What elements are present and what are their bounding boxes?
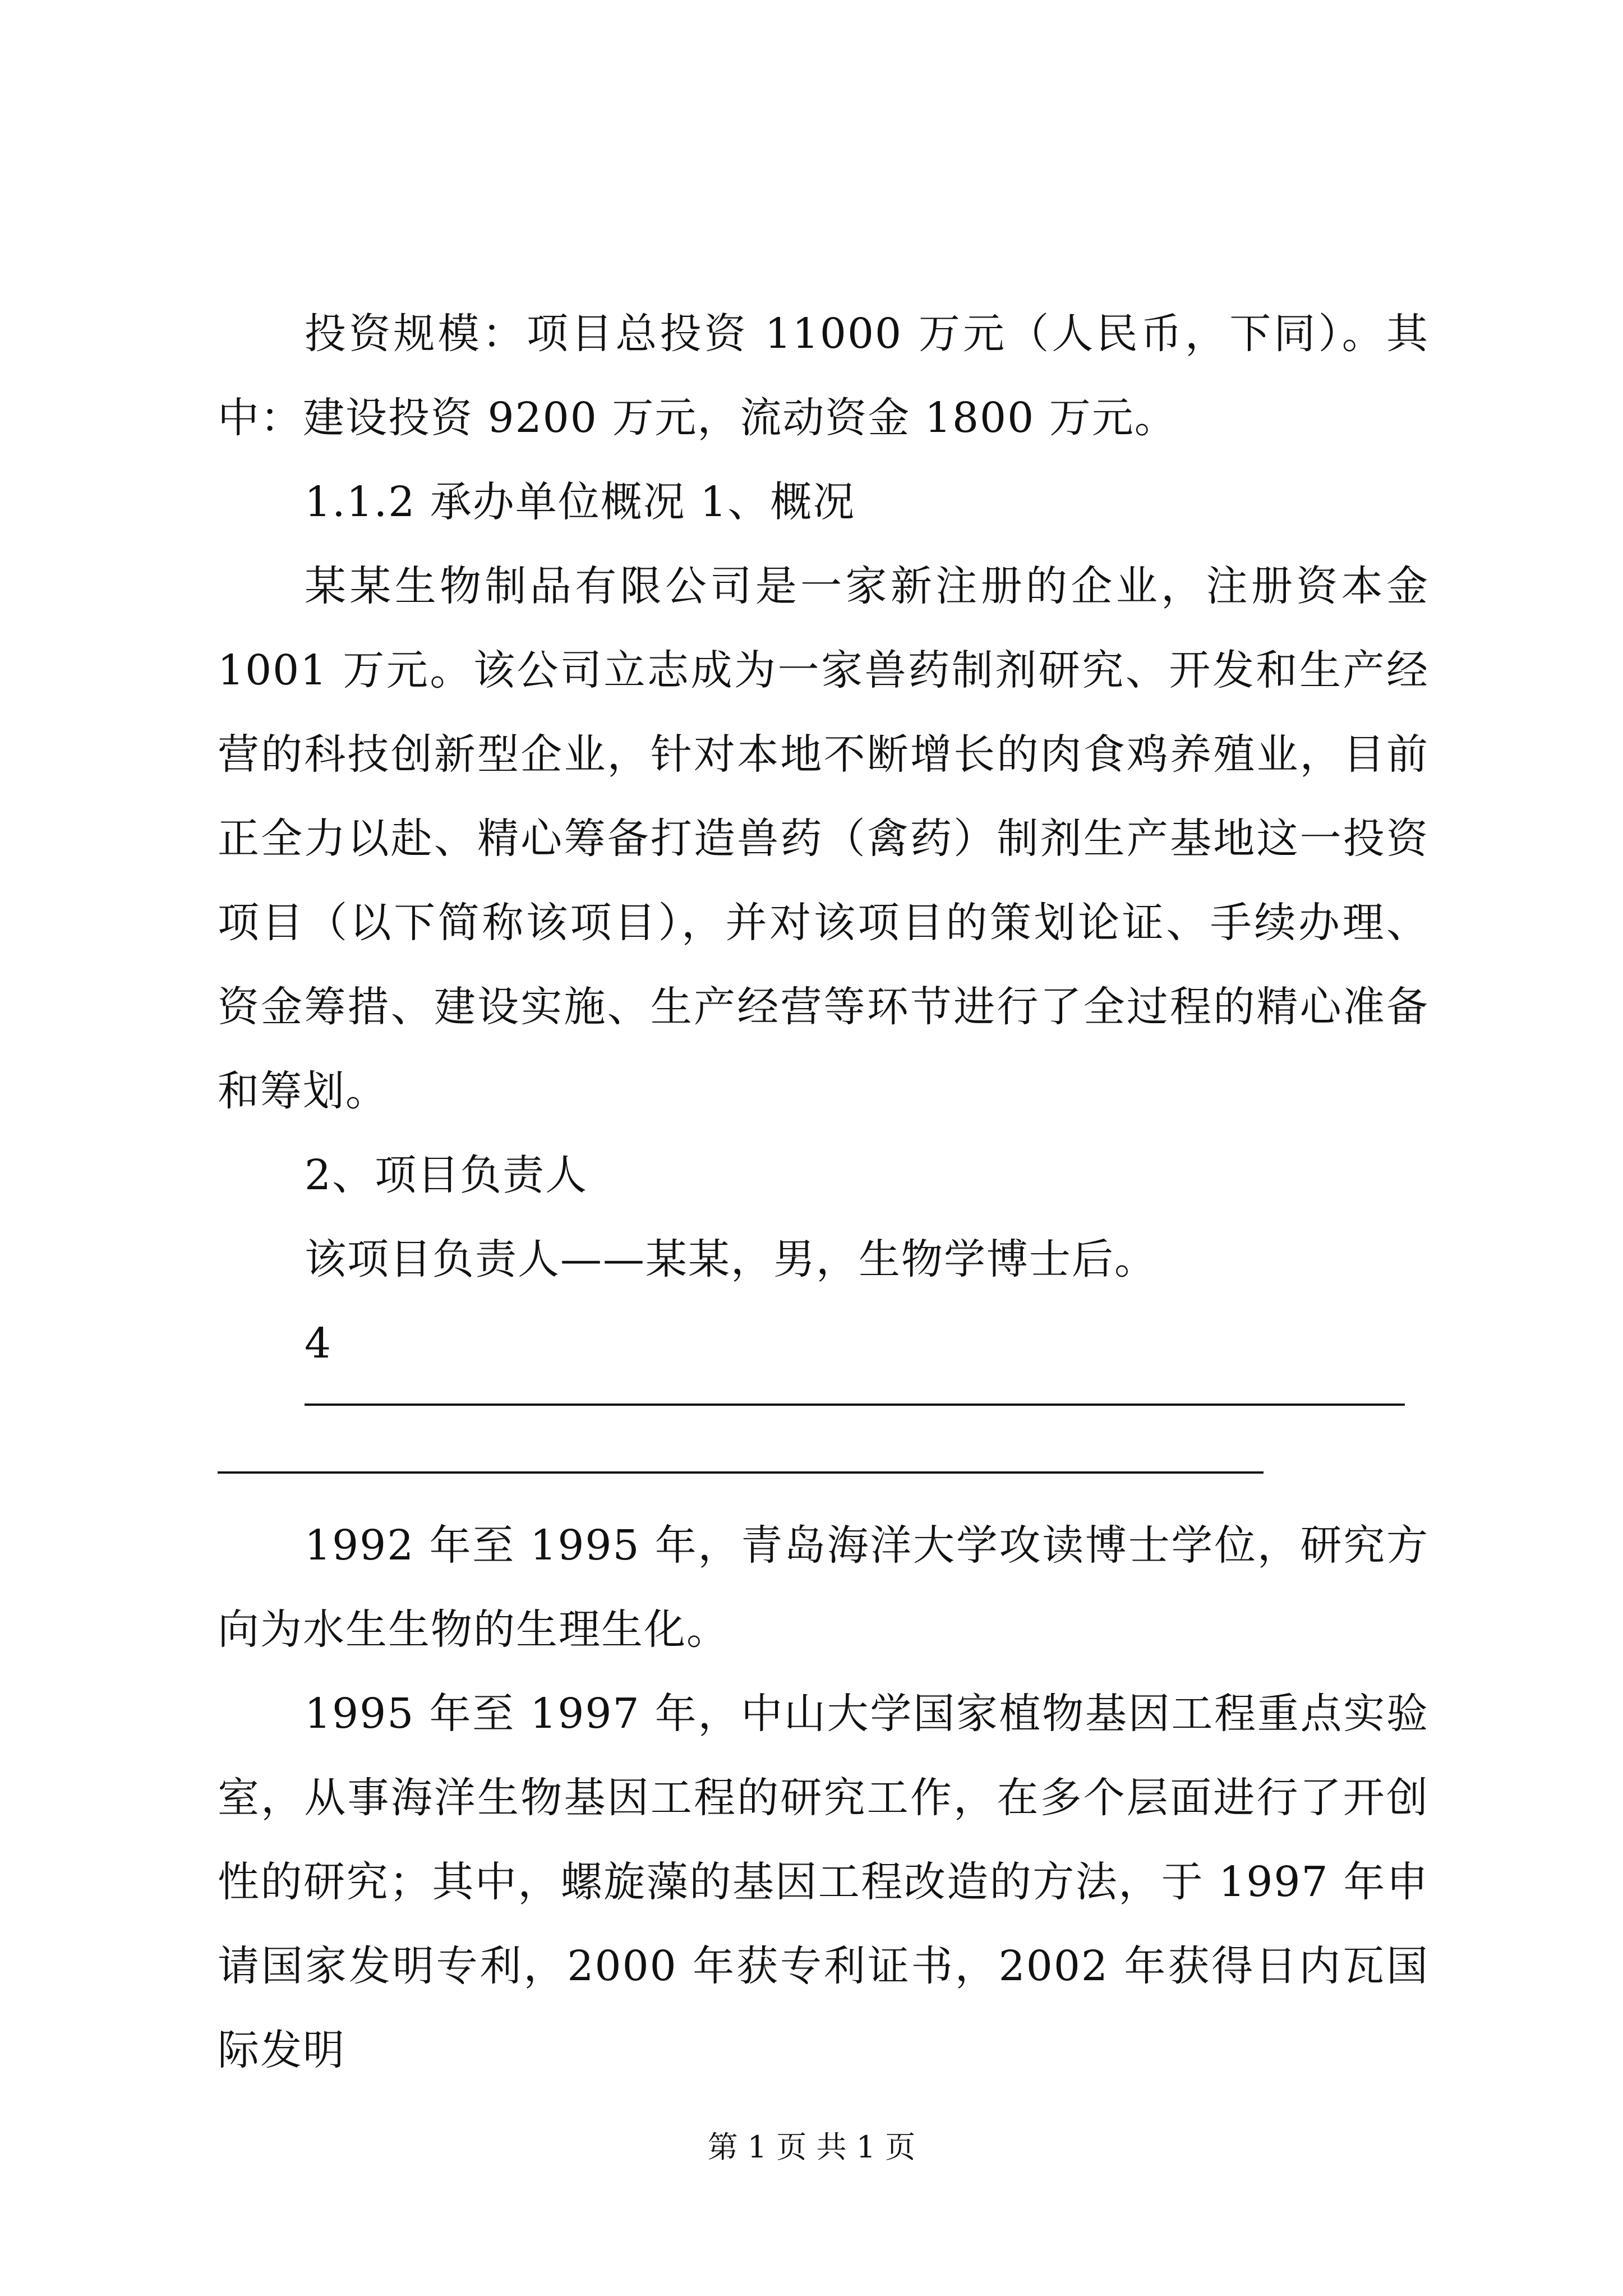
- page-footer: 第 1 页 共 1 页: [707, 2129, 916, 2165]
- paragraph-project-leader-heading: 2、项目负责人: [305, 1151, 588, 1199]
- divider-line: [305, 1404, 1405, 1406]
- paragraph-section-heading: 1.1.2 承办单位概况 1、概况: [305, 478, 856, 526]
- document-body-bottom: [218, 1503, 1429, 2092]
- paragraph-project-leader: 该项目负责人——某某，男，生物学博士后。: [305, 1235, 1157, 1283]
- paragraph-research-work: 1995 年至 1997 年，中山大学国家植物基因工程重点实验室，从事海洋生物基因工程的研究工作，在多个层面进行了开创性的研究；其中，螺旋藻的基因工程改造的方法，于 1997 年申请国家发明专利，2000 年获专利证书，2002 年获得日内瓦国际发明: [218, 1690, 1429, 2074]
- document-body-top: [218, 292, 1429, 1386]
- paragraph-investment-scale: 投资规模：项目总投资 11000 万元（人民币，下同）。其中：建设投资 9200 万元，流动资金 1800 万元。: [218, 310, 1429, 442]
- paragraph-phd-study: 1992 年至 1995 年，青岛海洋大学攻读博士学位，研究方向为水生生物的生理生化。: [218, 1521, 1429, 1654]
- paragraph-company-overview: 某某生物制品有限公司是一家新注册的企业，注册资本金 1001 万元。该公司立志成为一家兽药制剂研究、开发和生产经营的科技创新型企业，针对本地不断增长的肉食鸡养殖业，目前正全力以赴、精心筹备打造兽药（禽药）制剂生产基地这一投资项目（以下简称该项目），并对该项目的策划论证、手续办理、资金筹措、建设实施、生产经营等环节进行了全过程的精心准备和筹划。: [218, 562, 1429, 1115]
- divider-line: [218, 1471, 1264, 1474]
- paragraph-page-number-marker: 4: [305, 1319, 333, 1368]
